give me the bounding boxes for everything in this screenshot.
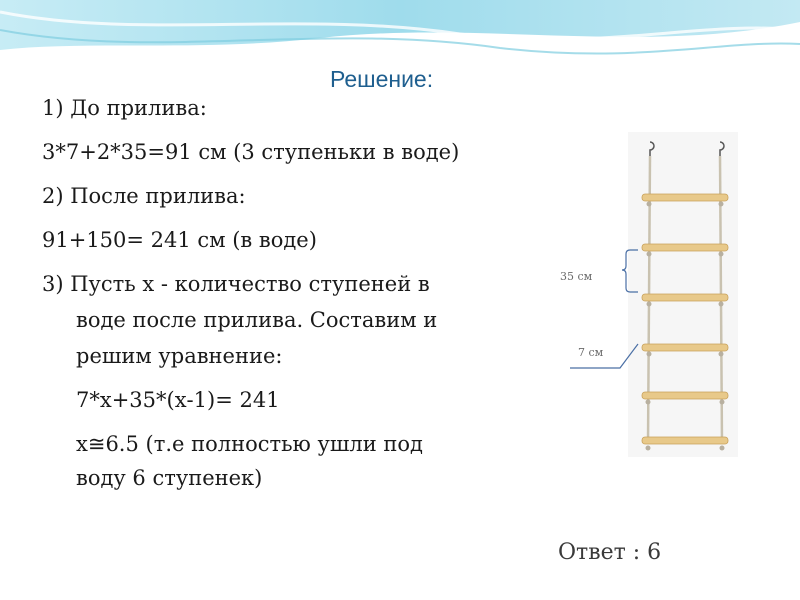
left-hook-icon bbox=[650, 142, 654, 156]
spacing-brace bbox=[622, 250, 638, 292]
text-line-9: х≅6.5 (т.е полностью ушли под bbox=[76, 432, 423, 456]
ladder-rung bbox=[642, 437, 728, 444]
text-line-6: воде после прилива. Составим и bbox=[76, 308, 438, 332]
ladder-rung bbox=[642, 194, 728, 201]
ladder-rung bbox=[642, 392, 728, 399]
spacing-label: 35 см bbox=[560, 270, 593, 283]
rung-thickness-label: 7 см bbox=[578, 346, 604, 359]
text-line-3: 2) После прилива: bbox=[42, 184, 246, 208]
answer-text: Ответ : 6 bbox=[558, 540, 662, 565]
text-line-5: 3) Пусть х - количество ступеней в bbox=[42, 272, 430, 296]
text-line-1: 1) До прилива: bbox=[42, 96, 207, 120]
text-line-4: 91+150= 241 см (в воде) bbox=[42, 228, 317, 252]
text-line-10: воду 6 ступенек) bbox=[76, 466, 263, 490]
text-line-7: решим уравнение: bbox=[76, 344, 283, 368]
text-line-2: 3*7+2*35=91 см (3 ступеньки в воде) bbox=[42, 140, 460, 164]
slide-title: Решение: bbox=[330, 66, 434, 92]
right-hook-icon bbox=[720, 142, 724, 156]
dimension-annotations bbox=[560, 240, 670, 380]
equation-line: 7*х+35*(х-1)= 241 bbox=[76, 388, 280, 412]
